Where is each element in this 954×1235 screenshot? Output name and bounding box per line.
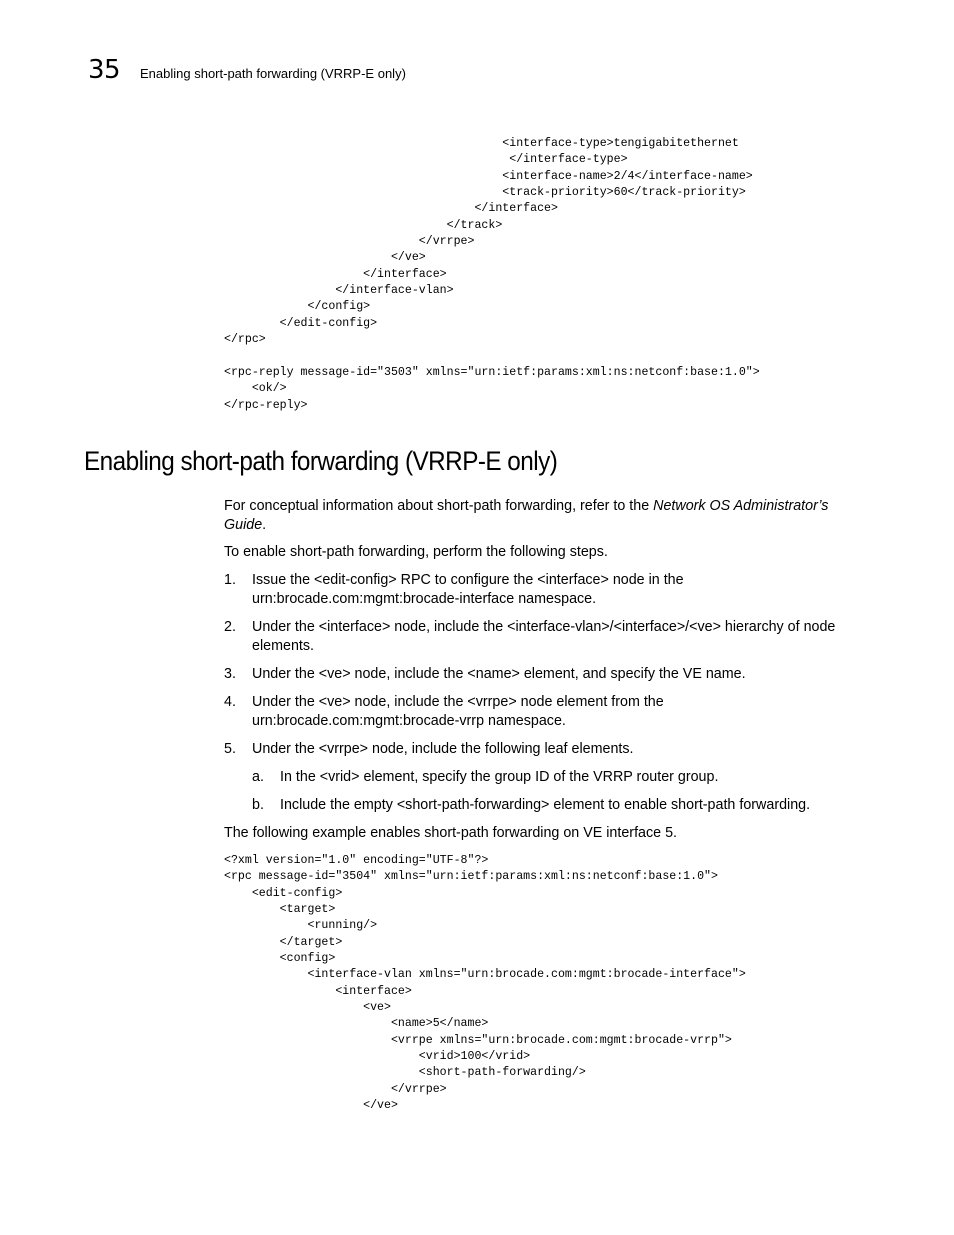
substep-text: Include the empty <short-path-forwarding> element to enable short-path forwarding. (280, 797, 811, 813)
step-text: Under the <ve> node, include the <name> element, and specify the VE name. (252, 666, 746, 682)
substep-text: In the <vrid> element, specify the group ID of the VRRP router group. (280, 769, 719, 785)
step-item (224, 665, 874, 684)
code-block-example: <?xml version="1.0" encoding="UTF-8"?> <rpc message-id="3504" xmlns="urn:ietf:params:xml:ns:netconf:base:1.0"> <edit-config> <target> <running/> </target> <config> <interface-vlan xmlns="urn:brocade.com:mgmt:brocade-interface"> <interface> <ve> <name>5</name> <vrrpe xmlns="urn:brocade.com:mgmt:brocade-vrrp"> <vrid>100</vrid> <short-path-forwarding/> </vrrpe> </ve> (224, 854, 746, 1113)
section-title: Enabling short-path forwarding (VRRP-E only) (84, 446, 558, 476)
running-title: Enabling short-path forwarding (VRRP-E only) (140, 66, 406, 81)
chapter-number: 35 (88, 55, 121, 85)
step-number: 5. (224, 741, 236, 757)
step-item (224, 618, 874, 655)
step-item (224, 693, 874, 730)
substep-letter: b. (252, 797, 264, 813)
step-item (224, 571, 874, 608)
step-number: 4. (224, 694, 236, 710)
substep-item (252, 796, 872, 815)
step-text: Under the <interface> node, include the <interface-vlan>/<interface>/<ve> hierarchy of node elements. (252, 619, 836, 654)
step-number: 3. (224, 666, 236, 682)
example-intro: The following example enables short-path forwarding on VE interface 5. (224, 825, 677, 841)
step-text: Issue the <edit-config> RPC to configure the <interface> node in the urn:brocade.com:mgmt:brocade-interface namespace. (252, 572, 684, 607)
intro-paragraph (224, 497, 874, 534)
lead-paragraph: To enable short-path forwarding, perform the following steps. (224, 544, 608, 560)
step-text: Under the <vrrpe> node, include the following leaf elements. (252, 741, 634, 757)
intro-suffix: . (262, 516, 267, 533)
step-text: Under the <ve> node, include the <vrrpe> node element from the urn:brocade.com:mgmt:brocade-vrrp namespace. (252, 694, 664, 729)
step-number: 2. (224, 619, 236, 635)
step-item (224, 740, 874, 759)
page-header (88, 55, 406, 85)
step-number: 1. (224, 572, 236, 588)
guide-title: Network OS Administrator’s Guide (224, 498, 829, 533)
intro-prefix: For conceptual information about short-path forwarding, refer to the (224, 498, 654, 514)
substep-item (252, 768, 872, 787)
code-block-rpc-reply: <interface-type>tengigabitethernet </interface-type> <interface-name>2/4</interface-name> <track-priority>60</track-priority> </interface> </track> </vrrpe> </ve> </interface> </interface-vlan> </config> </edit-config> </rpc> <rpc-reply message-id="3503" xmlns="urn:ietf:params:xml:ns:netconf:base:1.0"> <ok/> </rpc-reply> (224, 137, 760, 412)
substep-letter: a. (252, 769, 264, 785)
